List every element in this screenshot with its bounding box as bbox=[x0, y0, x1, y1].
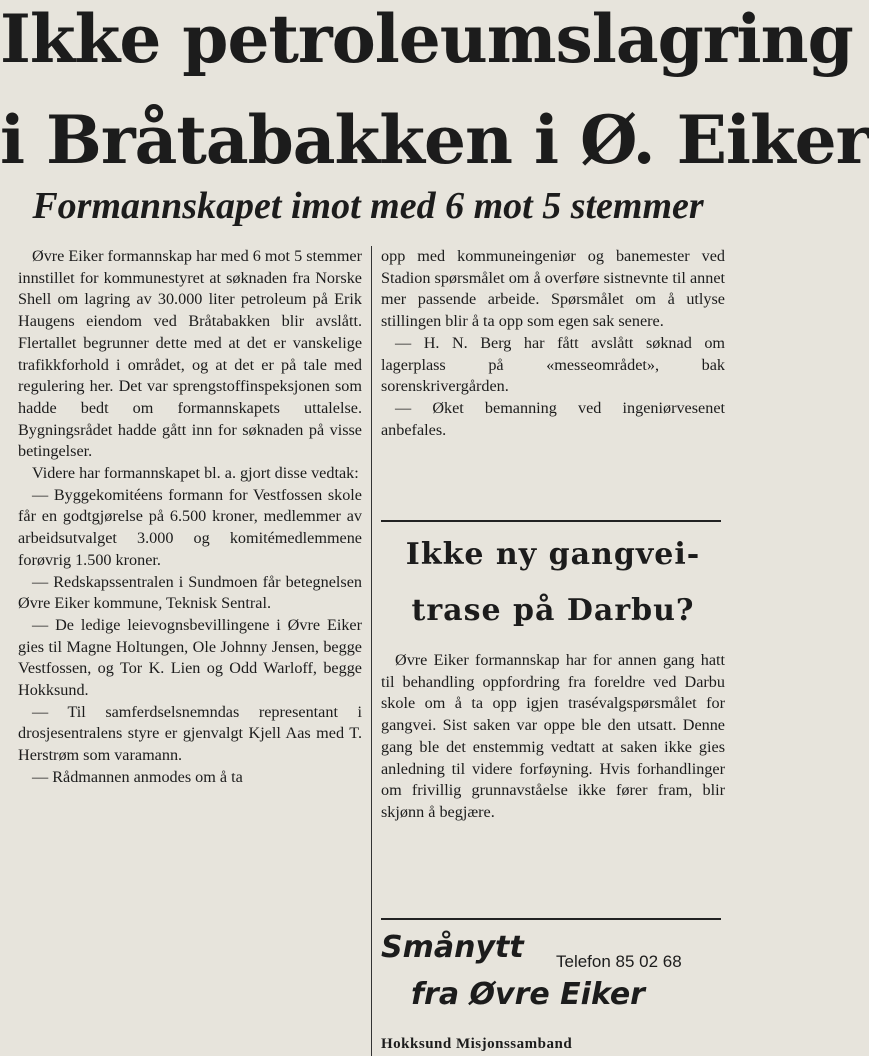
subheadline: Formannskapet imot med 6 mot 5 stemmer bbox=[32, 185, 704, 227]
right-column-continuation bbox=[381, 246, 725, 441]
paragraph: — Byggekomitéens formann for Vestfossen skole får en godtgjørelse på 6.500 kroner, medlemmer av arbeidsutvalget 3.000 og komitémedlemmene forøvrig 1.500 kroner. bbox=[18, 485, 362, 569]
paragraph: Øvre Eiker formannskap har med 6 mot 5 stemmer innstillet for kommunestyret at søknaden fra Norske Shell om lagring av 30.000 liter petroleum på Erik Haugens eiendom ved Bråtabakken blir avslått. Flertallet begrunner dette med at det er vanskelige trafikkforhold i området, og at det er på tale med regulering her. Det var sprengstoffinspeksjonen som hadde bedt om formannskapets uttalelse. Bygningsrådet hadde gått inn for søknaden på visse betingelser. bbox=[18, 247, 362, 461]
article-2-title-line-1: Ikke ny gangvei- bbox=[405, 537, 701, 572]
smanytt-subtitle: fra Øvre Eiker bbox=[411, 977, 645, 1012]
headline-line-1: Ikke petroleumslagring bbox=[0, 0, 853, 78]
smanytt-masthead bbox=[381, 928, 725, 1023]
next-item-heading: Hokksund Misjonssamband bbox=[381, 1036, 573, 1052]
paragraph: — Redskapssentralen i Sundmoen får betegnelsen Øvre Eiker kommune, Teknisk Sentral. bbox=[18, 572, 362, 613]
paragraph: Videre har formannskapet bl. a. gjort disse vedtak: bbox=[32, 464, 359, 483]
paragraph: — Øket bemanning ved ingeniørvesenet anbefales. bbox=[381, 398, 725, 439]
headline-line-2: i Bråtabakken i Ø. Eiker bbox=[0, 101, 869, 179]
column-divider bbox=[371, 246, 372, 1056]
smanytt-title: Smånytt bbox=[381, 930, 524, 965]
article-2-title-line-2: trase på Darbu? bbox=[411, 593, 695, 628]
paragraph: — De ledige leievognsbevillingene i Øvre Eiker gies til Magne Holtungen, Ole Johnny Jensen, begge Vestfossen, og Tor K. Lien og Odd Warloff, begge Hokksund. bbox=[18, 615, 362, 700]
smanytt-phone: Telefon 85 02 68 bbox=[556, 952, 682, 971]
paragraph: — Rådmannen anmodes om å ta bbox=[32, 767, 243, 786]
paragraph: Øvre Eiker formannskap har for annen gang hatt til behandling oppfordring fra foreldre ved Darbu skole om å ta opp igjen trasévalgspørsmålet for gangvei. Sist saken var oppe ble den utsatt. Denne gang ble det enstemmig vedtatt at saken ikke gies anledning til videre forføyning. Hvis forhandlinger om frivillig grunnavståelse ikke fører fram, blir skjønn å begjære. bbox=[381, 651, 725, 821]
section-divider bbox=[381, 520, 721, 522]
section-divider bbox=[381, 918, 721, 920]
article-2-body bbox=[381, 650, 725, 824]
paragraph: opp med kommuneingeniør og banemester ved Stadion spørsmålet om å overføre sistnevnte til annet mer passende arbeide. Spørsmålet om å utlyse stillingen blir å ta opp som egen sak senere. bbox=[381, 247, 725, 331]
paragraph: — H. N. Berg har fått avslått søknad om lagerplass på «messeområdet», bak sorenskrivergården. bbox=[381, 333, 725, 396]
paragraph: — Til samferdselsnemndas representant i drosjesentralens styre er gjenvalgt Kjell Aas med T. Herstrøm som varamann. bbox=[18, 702, 362, 765]
left-column bbox=[18, 246, 362, 789]
